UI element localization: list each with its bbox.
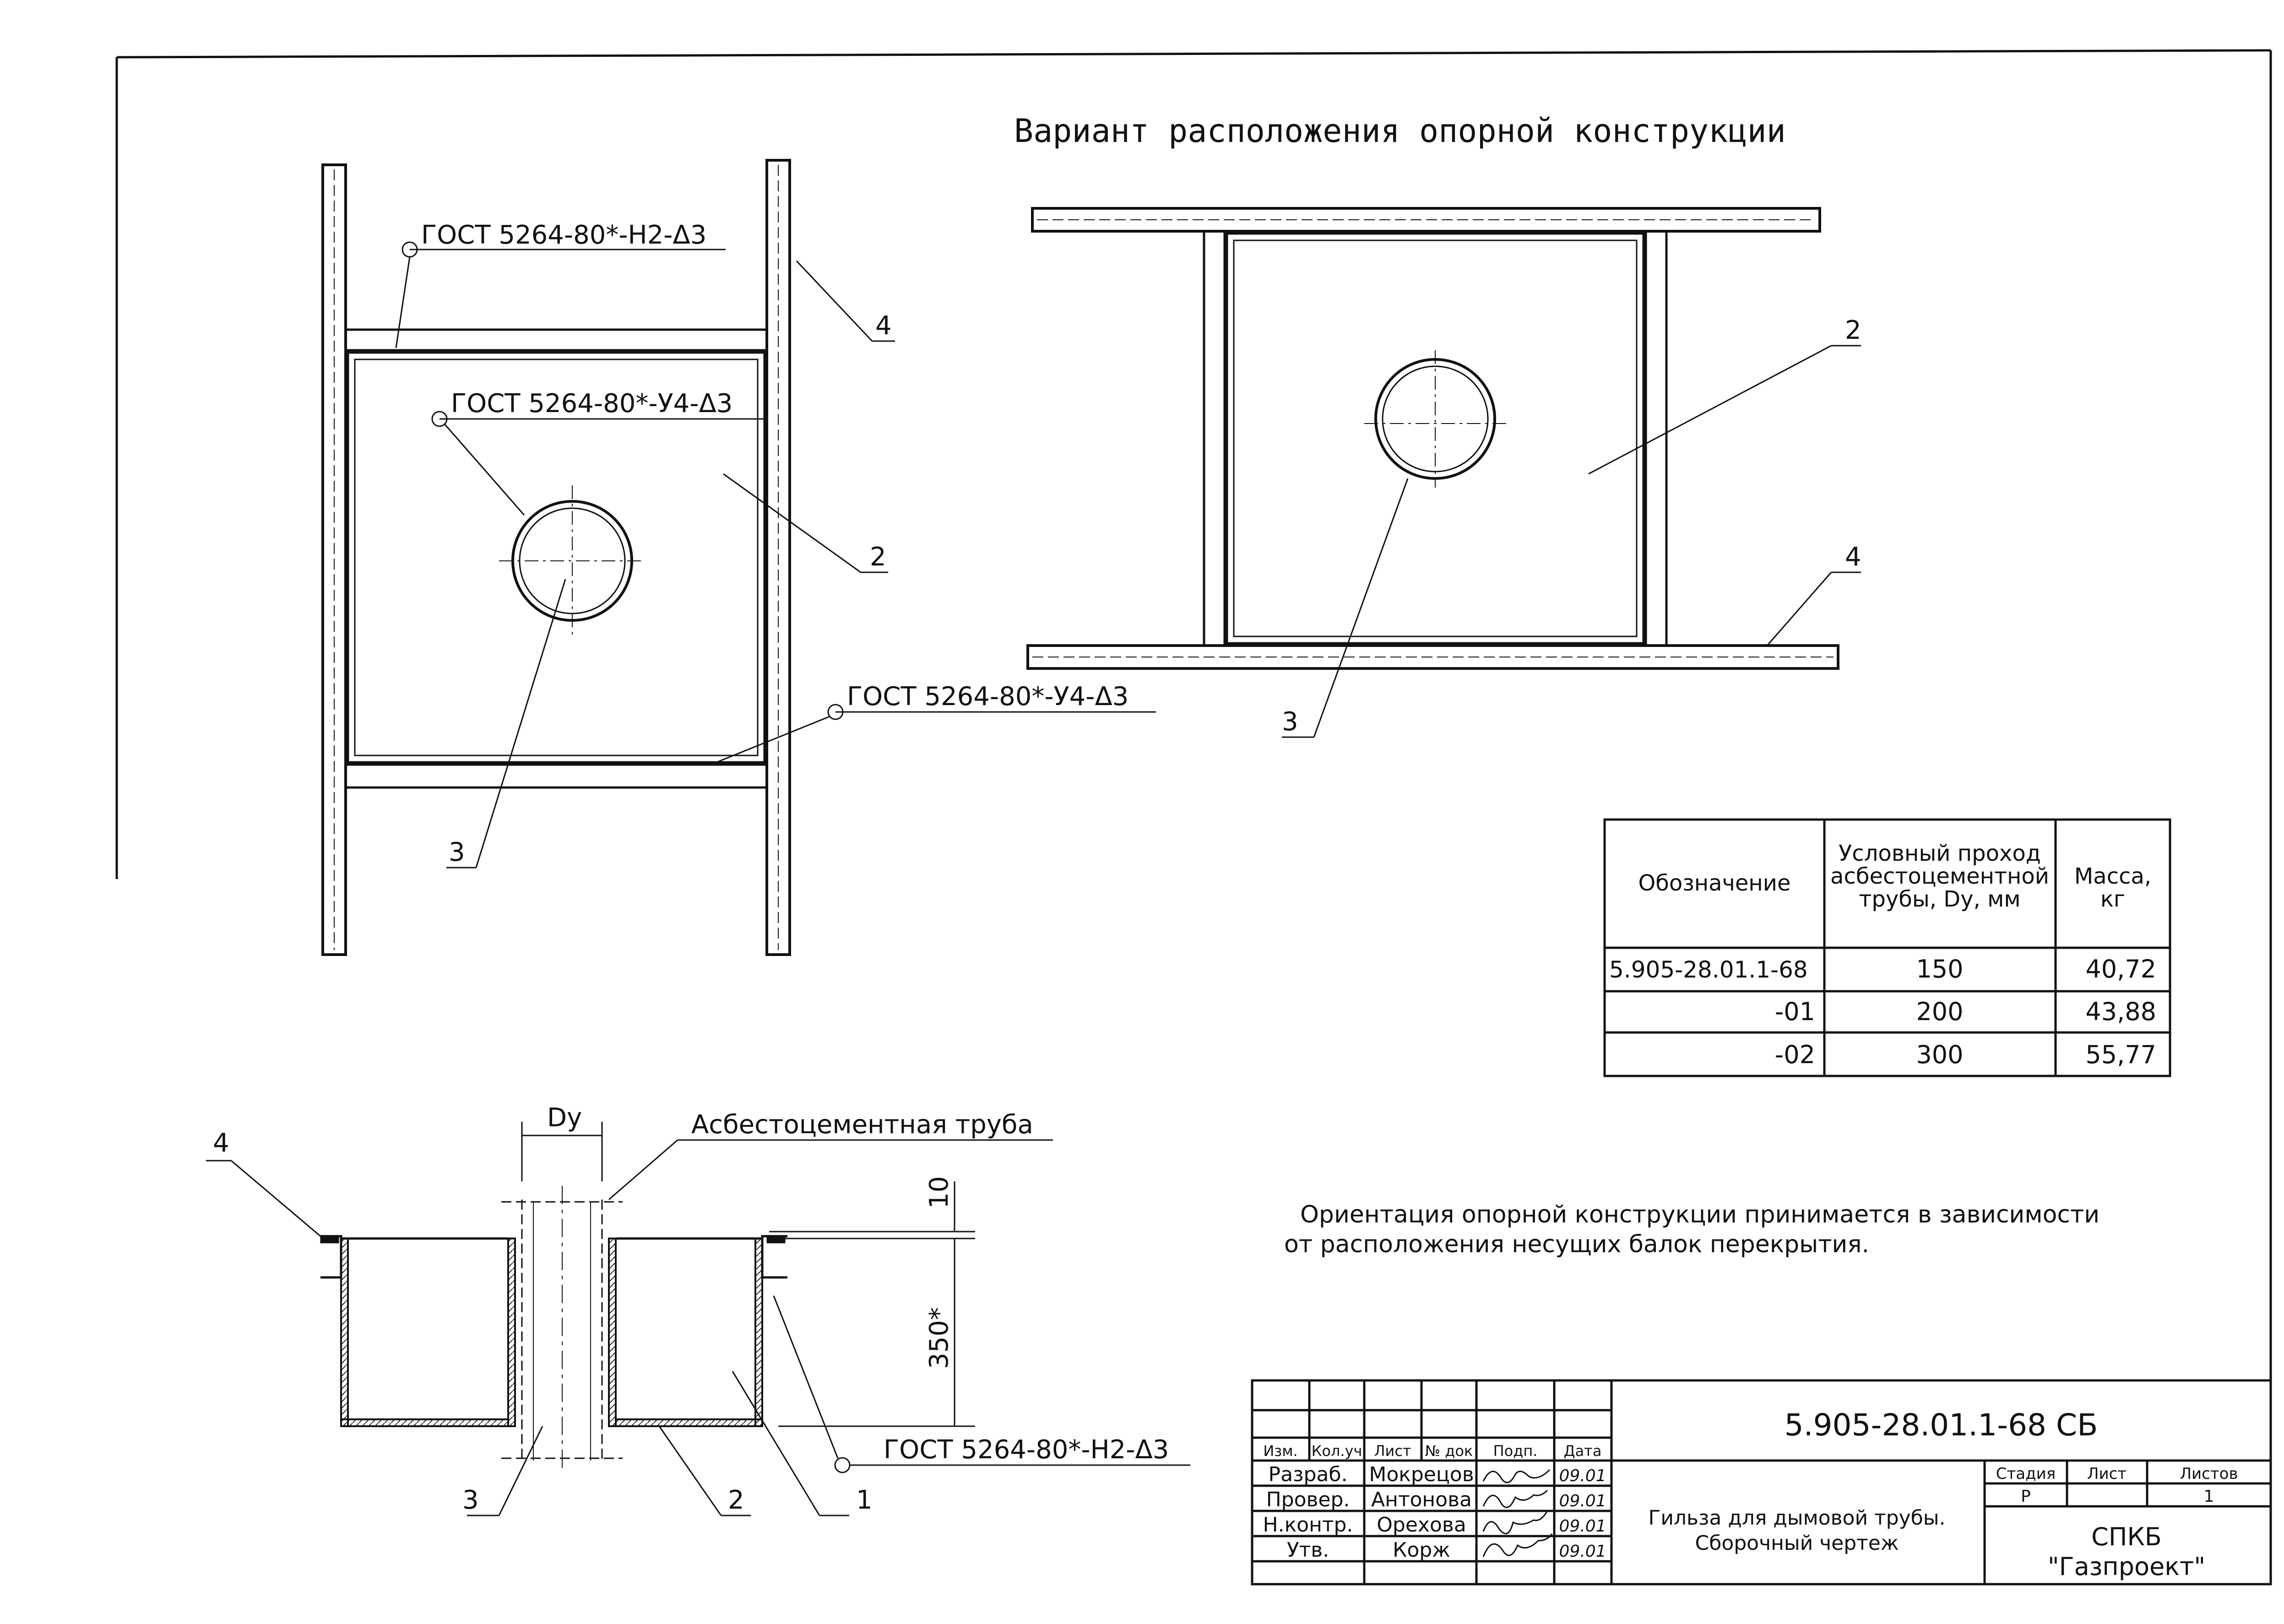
spec-header-mass-1: Масса, (2074, 864, 2152, 889)
sheet-header: Лист (2087, 1465, 2127, 1483)
spec-table-text (1609, 841, 2156, 1069)
right-plan-view (1028, 208, 1838, 668)
weld-note-bottom-left: ГОСТ 5264-80*-У4-Δ3 (847, 682, 1129, 712)
view-title: Вариант расположения опорной конструкции (1014, 112, 1786, 150)
spec-header-dy-3: трубы, Dy, мм (1859, 886, 2021, 912)
spec-row-mass: 55,77 (2085, 1040, 2156, 1069)
doc-code: 5.905-28.01.1-68 СБ (1784, 1407, 2098, 1443)
position-label-2b: 2 (1845, 315, 1861, 345)
position-label-2: 2 (870, 542, 886, 572)
tb-name: Корж (1393, 1538, 1450, 1562)
stage-value: Р (2021, 1487, 2031, 1506)
tb-name: Антонова (1371, 1488, 1472, 1511)
dim-top-label: 10 (924, 1176, 954, 1209)
weld-note-middle-left: ГОСТ 5264-80*-У4-Δ3 (451, 389, 733, 418)
spec-row-code: -02 (1774, 1040, 1815, 1069)
position-label-3: 3 (449, 837, 465, 867)
orientation-note (1284, 1201, 2100, 1258)
stage-header: Стадия (1996, 1465, 2056, 1483)
tb-date: 09.01 (1559, 1517, 1606, 1536)
tb-role: Провер. (1266, 1488, 1350, 1511)
spec-header-designation: Обозначение (1638, 870, 1791, 896)
tb-role: Разраб. (1268, 1463, 1348, 1486)
note-line-1: Ориентация опорной конструкции принимается в зависимости (1300, 1201, 2100, 1228)
weld-note-top-left: ГОСТ 5264-80*-Н2-Δ3 (421, 220, 707, 250)
tb-date: 09.01 (1559, 1466, 1606, 1485)
left-plan-labels (421, 220, 1128, 867)
right-plan-labels (1282, 315, 1861, 737)
spec-row-mass: 43,88 (2085, 997, 2156, 1026)
doc-title-line-1: Гильза для дымовой трубы. (1648, 1506, 1946, 1530)
title-block-text (1263, 1407, 2238, 1581)
position-label-2c: 2 (728, 1485, 744, 1515)
tb-col-list: Лист (1374, 1442, 1411, 1460)
pipe-label: Асбестоцементная труба (691, 1110, 1033, 1140)
dy-label: Dy (547, 1103, 582, 1133)
spec-header-mass-2: кг (2100, 886, 2126, 912)
tb-col-sign: Подп. (1493, 1442, 1538, 1460)
tb-role: Н.контр. (1263, 1513, 1353, 1537)
section-view (320, 1186, 787, 1470)
position-label-4: 4 (875, 311, 892, 341)
position-label-3c: 3 (462, 1485, 479, 1515)
position-label-3b: 3 (1282, 707, 1298, 737)
tb-col-date: Дата (1563, 1442, 1602, 1460)
tb-date: 09.01 (1559, 1492, 1606, 1510)
spec-row-code: -01 (1774, 997, 1815, 1026)
position-label-4c: 4 (213, 1128, 229, 1158)
position-label-4b: 4 (1845, 542, 1861, 572)
tb-date: 09.01 (1559, 1542, 1606, 1561)
spec-header-dy-2: асбестоцементной (1830, 864, 2049, 889)
spec-row-dy: 150 (1916, 955, 1964, 983)
sheets-value: 1 (2203, 1487, 2214, 1506)
spec-row-dy: 300 (1916, 1040, 1964, 1069)
tb-col-doc: № док (1425, 1442, 1473, 1460)
tb-col-kol: Кол.уч (1311, 1442, 1362, 1460)
spec-row-dy: 200 (1916, 997, 1964, 1026)
sheet-frame (117, 50, 2271, 1584)
tb-role: Утв. (1286, 1538, 1329, 1562)
signature-marks (1483, 1470, 1552, 1557)
spec-row-mass: 40,72 (2085, 955, 2156, 983)
spec-header-dy-1: Условный проход (1839, 841, 2041, 866)
section-labels (213, 1103, 1169, 1515)
right-plan-leaders (1282, 346, 1861, 737)
dim-height-label: 350* (924, 1307, 954, 1369)
left-plan-leaders (396, 242, 1156, 868)
note-line-2: от расположения несущих балок перекрытия. (1284, 1231, 1870, 1258)
tb-name: Орехова (1377, 1513, 1466, 1537)
weld-note-section: ГОСТ 5264-80*-Н2-Δ3 (884, 1435, 1169, 1465)
tb-col-izm: Изм. (1263, 1442, 1298, 1460)
left-plan-view (323, 160, 790, 955)
org-line-2: "Газпроект" (2047, 1552, 2206, 1581)
org-line-1: СПКБ (2091, 1522, 2162, 1551)
position-label-1c: 1 (856, 1485, 873, 1515)
spec-row-code: 5.905-28.01.1-68 (1609, 956, 1808, 983)
sheets-header: Листов (2180, 1465, 2238, 1483)
tb-name: Мокрецов (1369, 1463, 1474, 1486)
doc-title-line-2: Сборочный чертеж (1695, 1532, 1899, 1555)
